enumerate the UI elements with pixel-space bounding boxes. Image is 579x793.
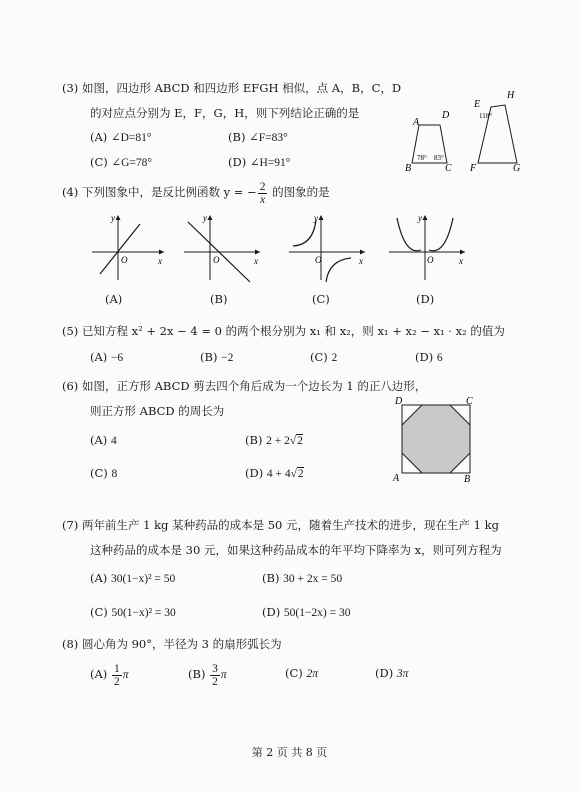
label-a: A [413, 117, 420, 128]
graph-d-branch-right [429, 218, 453, 251]
svg-text:y: y [111, 213, 115, 223]
q6-option-c: (C) 8 [90, 466, 118, 480]
q3-option-c: (C) ∠G=78° [90, 155, 152, 169]
q8-option-d: (D) 3π [375, 666, 409, 680]
q5-number: (5) [62, 324, 79, 338]
q4-number: (4) [62, 185, 79, 199]
q7-number: (7) [62, 518, 79, 532]
svg-text:y: y [203, 213, 207, 223]
label-c: C [466, 396, 473, 407]
q4-option-c: (C) [312, 292, 330, 306]
q4-option-d: (D) [416, 292, 435, 306]
q5-option-a: (A) −6 [90, 350, 124, 364]
svg-text:O: O [427, 255, 434, 265]
q7-option-b: (B) 30 + 2x = 50 [262, 571, 343, 585]
q8-line [62, 636, 282, 652]
q8-option-c: (C) 2π [285, 666, 318, 680]
svg-text:y: y [418, 213, 422, 223]
q6-text-2: 则正方形 ABCD 的周长为 [90, 404, 225, 418]
q3-option-d: (D) ∠H=91° [228, 155, 291, 169]
q5-option-c: (C) 2 [310, 350, 338, 364]
q8-text: 圆心角为 90°，半径为 3 的扇形弧长为 [81, 637, 282, 651]
svg-text:x: x [254, 256, 258, 266]
q3-number: (3) [62, 81, 79, 95]
label-c: C [445, 163, 452, 174]
label-h: H [507, 90, 515, 101]
q4-graph-b [180, 212, 264, 284]
q6-octagon-figure [392, 395, 482, 485]
svg-text:x: x [158, 256, 162, 266]
q3-text-2: 的对应点分别为 E，F，G，H，则下列结论正确的是 [90, 106, 360, 120]
q4-line [62, 178, 330, 206]
q6-option-d: (D) 4 + 4√2 [245, 466, 304, 480]
q8-option-b: (B) $\frac{3}{2}$ π [188, 662, 227, 688]
graph-c-branch-right [326, 258, 351, 282]
q5-text: 已知方程 x² + 2x − 4 = 0 的两个根分别为 x₁ 和 x₂，则 x₁ + x₂ − x₁ · x₂ 的值为 [81, 324, 505, 338]
label-g: G [513, 163, 521, 174]
q4-text-pre: 下列图象中，是反比例函数 y = − [81, 185, 257, 199]
label-b: B [405, 163, 412, 174]
q8-number: (8) [62, 637, 79, 651]
q7-text-1: 两年前生产 1 kg 某种药品的成本是 50 元，随着生产技术的进步，现在生产 1 kg [81, 518, 499, 532]
q7-option-d: (D) 50(1−2x) = 30 [262, 605, 351, 619]
page-footer: 第 2 页 共 8 页 [251, 746, 328, 759]
q5-option-d: (D) 6 [415, 350, 443, 364]
q4-graph-a [88, 212, 168, 284]
q8-option-a: (A) $\frac{1}{2}$ π [90, 662, 129, 688]
regular-octagon [402, 405, 470, 473]
angle-c-label: 83° [434, 154, 444, 162]
svg-text:O: O [315, 255, 322, 265]
label-d: D [442, 110, 450, 121]
svg-text:O: O [213, 255, 220, 265]
q7-text-2: 这种药品的成本是 30 元，如果这种药品成本的年平均下降率为 x，则可列方程为 [90, 543, 502, 557]
q4-option-a: (A) [105, 292, 123, 306]
q3-option-b: (B) ∠F=83° [228, 130, 288, 144]
graph-a-line [100, 224, 140, 274]
svg-text:x: x [359, 256, 363, 266]
q5-option-b: (B) −2 [200, 350, 234, 364]
angle-e-label: 118° [479, 112, 493, 120]
q6-line1 [62, 378, 426, 394]
label-f: F [470, 163, 477, 174]
q3-quadrilaterals-figure [400, 85, 530, 175]
label-a: A [393, 473, 400, 484]
label-e: E [474, 99, 481, 110]
label-d: D [395, 396, 403, 407]
q3-line1 [62, 80, 401, 96]
svg-text:x: x [459, 256, 463, 266]
angle-b-label: 78° [417, 154, 427, 162]
q4-fraction: $\frac{2}{x}$ [259, 180, 266, 206]
q7-option-a: (A) 30(1−x)² = 50 [90, 571, 176, 585]
svg-text:y: y [314, 213, 318, 223]
q3-text-1: 如图，四边形 ABCD 和四边形 EFGH 相似，点 A，B，C，D [81, 81, 402, 95]
q6-number: (6) [62, 379, 79, 393]
q4-graph-d [385, 212, 469, 284]
q7-line1 [62, 517, 499, 533]
q7-option-c: (C) 50(1−x)² = 30 [90, 605, 176, 619]
q4-graph-c [285, 212, 369, 284]
graph-c-branch-left [293, 220, 316, 246]
q6-option-a: (A) 4 [90, 433, 117, 447]
label-b: B [464, 474, 471, 485]
q5-line [62, 323, 505, 339]
q4-text-post: 的图象的是 [268, 185, 330, 199]
q3-option-a: (A) ∠D=81° [90, 130, 152, 144]
q4-option-b: (B) [210, 292, 228, 306]
svg-text:O: O [121, 255, 128, 265]
q6-text-1: 如图，正方形 ABCD 剪去四个角后成为一个边长为 1 的正八边形， [81, 379, 427, 393]
q6-option-b: (B) 2 + 2√2 [245, 433, 303, 447]
